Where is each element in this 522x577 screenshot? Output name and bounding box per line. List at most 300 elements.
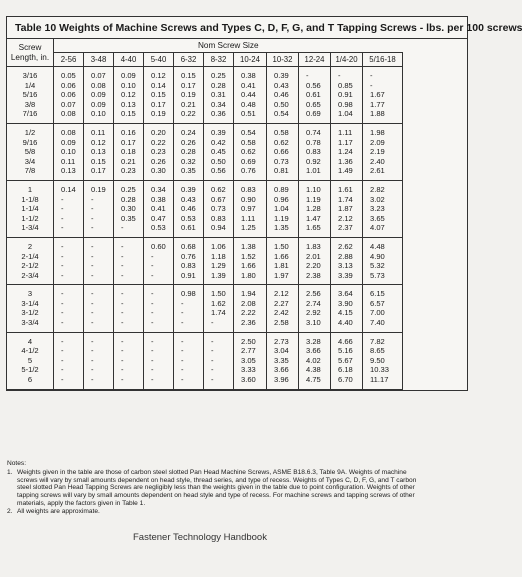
weight-value: - — [151, 355, 154, 365]
weight-value: 1.28 — [306, 204, 321, 214]
weight-value: 3.28 — [306, 336, 321, 346]
weight-value: - — [121, 308, 124, 318]
weight-value: 0.74 — [306, 127, 321, 137]
weight-value: 0.15 — [181, 71, 196, 80]
weight-cell — [363, 123, 403, 180]
size-header: 3-48 — [84, 53, 114, 67]
weight-value: 0.30 — [151, 166, 166, 176]
weight-value: 2.56 — [306, 289, 321, 299]
weight-value: 0.14 — [151, 80, 166, 90]
weight-value: 6.57 — [370, 298, 385, 308]
screw-length: 1-1/4 — [21, 204, 39, 214]
weight-value: 0.13 — [61, 166, 76, 176]
weight-cell — [363, 237, 403, 284]
weight-value: 2.62 — [338, 241, 353, 251]
weight-cell — [54, 332, 84, 389]
weight-value: 3.05 — [241, 355, 256, 365]
weight-value: - — [211, 375, 214, 385]
weight-value: 4.15 — [338, 308, 353, 318]
weight-value: 0.81 — [274, 166, 289, 176]
weight-cell — [204, 332, 234, 389]
weight-value: 0.19 — [91, 184, 106, 194]
screw-length-cell — [7, 123, 54, 180]
weight-value: - — [151, 318, 154, 328]
weight-value: 3.65 — [370, 213, 385, 223]
weight-value: 1.66 — [274, 251, 289, 261]
weight-value: 5.73 — [370, 270, 385, 280]
weight-value: 2.36 — [241, 318, 256, 328]
table-row — [7, 332, 403, 389]
weight-value: 0.34 — [211, 99, 226, 109]
weight-value: 1.17 — [338, 137, 353, 147]
weight-value: - — [121, 355, 124, 365]
weight-value: - — [121, 223, 124, 233]
weight-value: 1.06 — [211, 241, 226, 251]
weight-value: 1.50 — [274, 241, 289, 251]
weight-value: 0.92 — [306, 156, 321, 166]
weight-value: 0.60 — [151, 241, 166, 251]
note-number: 2. — [7, 507, 13, 515]
weight-value: 0.39 — [211, 127, 226, 137]
weight-value: - — [91, 375, 94, 385]
weight-value: - — [91, 261, 94, 271]
weight-value: - — [306, 71, 309, 80]
weight-value: - — [61, 194, 64, 204]
weight-value: - — [151, 308, 154, 318]
weight-cell — [204, 67, 234, 124]
weight-value: 3.90 — [338, 298, 353, 308]
weight-cell — [144, 332, 174, 389]
weight-value: 3.33 — [241, 365, 256, 375]
weight-value: 4.02 — [306, 355, 321, 365]
weight-value: 0.65 — [306, 99, 321, 109]
weight-value: 0.51 — [241, 109, 256, 119]
weight-cell — [54, 285, 84, 332]
weight-value: 0.05 — [61, 71, 76, 80]
weight-value: - — [181, 336, 184, 346]
weight-value: 3.10 — [306, 318, 321, 328]
weight-value: 1.77 — [370, 99, 385, 109]
weight-value: 0.35 — [121, 213, 136, 223]
weight-value: 0.61 — [181, 223, 196, 233]
weight-cell — [299, 123, 331, 180]
weight-value: 1.94 — [241, 289, 256, 299]
weight-value: 0.36 — [211, 109, 226, 119]
screw-length: 1/4 — [24, 80, 36, 90]
screw-length: 5/8 — [24, 147, 36, 157]
weight-value: 0.83 — [181, 261, 196, 271]
weight-value: 0.23 — [121, 166, 136, 176]
weight-value: 4.48 — [370, 241, 385, 251]
weight-value: 0.06 — [61, 80, 76, 90]
weight-value: 0.13 — [121, 99, 136, 109]
table-row — [7, 67, 403, 124]
weight-value: - — [151, 261, 154, 271]
weight-value: 0.06 — [61, 90, 76, 100]
weight-cell — [54, 67, 84, 124]
weight-value: 0.28 — [121, 194, 136, 204]
screw-length: 4 — [27, 336, 33, 346]
weight-value: 0.46 — [274, 90, 289, 100]
weight-value: 3.04 — [274, 346, 289, 356]
size-header-row — [7, 53, 403, 67]
weight-value: 2.12 — [338, 213, 353, 223]
weight-value: 0.38 — [151, 194, 166, 204]
screw-length: 1-3/4 — [21, 223, 39, 233]
screw-length-cell — [7, 332, 54, 389]
table-row — [7, 123, 403, 180]
weight-value: 2.50 — [241, 336, 256, 346]
weight-value: - — [91, 346, 94, 356]
size-header: 8-32 — [204, 53, 234, 67]
weight-value: 0.12 — [121, 90, 136, 100]
weight-value: 2.73 — [274, 336, 289, 346]
weight-value: - — [151, 336, 154, 346]
screw-length: 3/16 — [22, 71, 38, 80]
note-text: Weights given in the table are those of carbon steel slotted Pan Head Machine Screws, ASME B18.6.3, Table 9A. Weights of machine screws will vary by small amounts dependent on head style, thread series, and type of recess. Weights of Types C, D, F, G, and T carbon steel slotted Pan Head Tapping Screws are negligibly less than the weights given in the table due to point configuration. Weights of other tapping screws will vary by small amounts dependent on head style and type of recess. For machine screws and tapping screws of other materials, apply the factors given in Table 1. — [17, 468, 417, 507]
weight-value: 6.15 — [370, 289, 385, 299]
weight-cell — [174, 180, 204, 237]
weight-value: - — [91, 336, 94, 346]
weight-value: 2.38 — [306, 270, 321, 280]
weight-value: 0.17 — [181, 80, 196, 90]
weight-value: 0.41 — [151, 204, 166, 214]
weight-value: 0.58 — [241, 137, 256, 147]
weight-value: - — [61, 298, 64, 308]
weight-value: 0.25 — [211, 71, 226, 80]
weight-value: 10.33 — [370, 365, 390, 375]
weight-value: 0.66 — [274, 147, 289, 157]
weight-value: 0.16 — [121, 127, 136, 137]
weight-value: 0.26 — [181, 137, 196, 147]
weight-cell — [174, 285, 204, 332]
weight-value: 9.50 — [370, 355, 385, 365]
weight-value: - — [121, 289, 124, 299]
weight-value: - — [370, 71, 373, 80]
weight-value: 0.23 — [151, 147, 166, 157]
weight-value: 0.98 — [181, 289, 196, 299]
weight-value: 0.15 — [151, 90, 166, 100]
weight-value: 4.07 — [370, 223, 385, 233]
weight-value: - — [151, 375, 154, 385]
note-item — [7, 508, 427, 516]
weight-value: 0.39 — [181, 184, 196, 194]
weight-cell — [114, 285, 144, 332]
screw-length: 1-1/8 — [21, 194, 39, 204]
weight-value: 0.17 — [91, 166, 106, 176]
weight-value: 1.65 — [306, 223, 321, 233]
weight-cell — [84, 123, 114, 180]
weight-cell — [299, 237, 331, 284]
weight-value: - — [61, 318, 64, 328]
weight-value: 1.52 — [241, 251, 256, 261]
weight-value: 4.38 — [306, 365, 321, 375]
screw-length: 4-1/2 — [21, 346, 39, 356]
weight-value: 0.11 — [61, 156, 76, 166]
weight-value: 3.13 — [338, 261, 353, 271]
screw-length: 1 — [27, 184, 33, 194]
weight-cell — [54, 180, 84, 237]
weight-value: 3.66 — [274, 365, 289, 375]
weight-value: 2.58 — [274, 318, 289, 328]
weight-value: 0.56 — [211, 166, 226, 176]
weight-value: 1.35 — [274, 223, 289, 233]
size-header: 2-56 — [54, 53, 84, 67]
weight-value: 2.92 — [306, 308, 321, 318]
weight-value: 1.19 — [274, 213, 289, 223]
weight-value: - — [121, 346, 124, 356]
weight-value: 2.08 — [241, 298, 256, 308]
screw-length: 2-1/2 — [21, 261, 39, 271]
screw-length-cell — [7, 180, 54, 237]
weight-value: 1.38 — [241, 241, 256, 251]
weight-value: - — [151, 365, 154, 375]
weight-value: 0.28 — [211, 80, 226, 90]
weight-value: 0.09 — [91, 99, 106, 109]
weight-value: 1.18 — [211, 251, 226, 261]
weight-value: - — [61, 213, 64, 223]
weight-value: 1.19 — [306, 194, 321, 204]
weight-value: 1.66 — [241, 261, 256, 271]
weight-value: 0.53 — [181, 213, 196, 223]
weight-value: 1.39 — [211, 270, 226, 280]
weight-value: 3.66 — [306, 346, 321, 356]
weight-value: 0.28 — [181, 147, 196, 157]
weight-value: 3.02 — [370, 194, 385, 204]
weight-value: - — [61, 336, 64, 346]
weight-value: 0.24 — [181, 127, 196, 137]
weight-value: 0.08 — [91, 80, 106, 90]
weight-value: 0.31 — [211, 90, 226, 100]
weight-value: - — [91, 204, 94, 214]
weight-value: 0.12 — [151, 71, 166, 80]
weight-value: - — [91, 223, 94, 233]
weight-value: - — [181, 365, 184, 375]
weight-value: 4.40 — [338, 318, 353, 328]
weight-cell — [299, 285, 331, 332]
weight-value: 1.10 — [306, 184, 321, 194]
weight-value: - — [121, 365, 124, 375]
weight-value: - — [61, 251, 64, 261]
weight-value: 1.98 — [370, 127, 385, 137]
weight-value: 7.00 — [370, 308, 385, 318]
weight-value: 0.54 — [241, 127, 256, 137]
weight-value: 6.70 — [338, 375, 353, 385]
weights-table — [6, 16, 522, 391]
weight-value: - — [211, 318, 214, 328]
weight-value: - — [151, 251, 154, 261]
weight-value: 0.17 — [151, 99, 166, 109]
weight-value: 0.18 — [121, 147, 136, 157]
weight-value: - — [151, 346, 154, 356]
weight-value: - — [61, 346, 64, 356]
weight-value: - — [151, 298, 154, 308]
weight-value: - — [61, 365, 64, 375]
weight-value: 5.67 — [338, 355, 353, 365]
weight-cell — [331, 332, 363, 389]
weight-value: 0.35 — [181, 166, 196, 176]
size-header: 10-32 — [267, 53, 299, 67]
screw-length: 5/16 — [22, 90, 38, 100]
weight-value: - — [121, 270, 124, 280]
weight-value: 0.73 — [211, 204, 226, 214]
weight-value: - — [211, 365, 214, 375]
weight-value: 3.96 — [274, 375, 289, 385]
screw-length-header: Screw Length, in. — [7, 39, 54, 67]
weight-cell — [267, 285, 299, 332]
weight-value: - — [121, 298, 124, 308]
weight-value: 0.69 — [306, 109, 321, 119]
weight-value: 0.32 — [181, 156, 196, 166]
weight-value: 0.08 — [61, 127, 76, 137]
weight-value: 0.54 — [274, 109, 289, 119]
size-header: 5-40 — [144, 53, 174, 67]
screw-length: 5-1/2 — [21, 365, 39, 375]
screw-length-cell — [7, 237, 54, 284]
weight-value: 0.47 — [151, 213, 166, 223]
weight-value: 1.61 — [338, 184, 353, 194]
weight-cell — [299, 332, 331, 389]
weight-value: 0.21 — [121, 156, 136, 166]
size-header: 12-24 — [299, 53, 331, 67]
weight-value: - — [91, 289, 94, 299]
weight-cell — [84, 180, 114, 237]
weight-value: - — [91, 308, 94, 318]
weight-cell — [267, 332, 299, 389]
weight-value: 0.68 — [181, 241, 196, 251]
weight-cell — [267, 67, 299, 124]
weight-value: 1.80 — [241, 270, 256, 280]
size-header: 4-40 — [114, 53, 144, 67]
weight-value: 2.77 — [241, 346, 256, 356]
weight-cell — [267, 123, 299, 180]
weight-value: - — [61, 223, 64, 233]
weight-cell — [363, 285, 403, 332]
weight-value: 2.01 — [306, 251, 321, 261]
weight-value: 0.83 — [306, 147, 321, 157]
weight-value: 0.07 — [91, 71, 106, 80]
weight-value: - — [91, 270, 94, 280]
weight-value: 0.56 — [306, 80, 321, 90]
weight-cell — [144, 67, 174, 124]
weight-value: 1.25 — [241, 223, 256, 233]
weight-value: 1.04 — [274, 204, 289, 214]
screw-length: 1-1/2 — [21, 213, 39, 223]
weight-value: 0.48 — [241, 99, 256, 109]
weight-value: - — [91, 355, 94, 365]
weight-cell — [234, 67, 267, 124]
weight-value: 3.23 — [370, 204, 385, 214]
weight-value: 0.13 — [91, 147, 106, 157]
weight-cell — [234, 285, 267, 332]
weight-value: 0.96 — [274, 194, 289, 204]
weight-value: 2.09 — [370, 137, 385, 147]
weight-value: - — [181, 298, 184, 308]
weight-cell — [267, 180, 299, 237]
weight-value: - — [61, 261, 64, 271]
weight-value: 0.09 — [91, 90, 106, 100]
weight-cell — [84, 285, 114, 332]
weight-value: 2.82 — [370, 184, 385, 194]
weight-value: - — [181, 308, 184, 318]
weight-cell — [299, 67, 331, 124]
weight-value: 0.19 — [151, 109, 166, 119]
screw-length: 3-1/2 — [21, 308, 39, 318]
weight-cell — [144, 123, 174, 180]
weight-value: 1.87 — [338, 204, 353, 214]
weight-cell — [267, 237, 299, 284]
weight-value: 0.62 — [211, 184, 226, 194]
weight-value: 1.67 — [370, 90, 385, 100]
weight-value: - — [91, 213, 94, 223]
weight-value: 0.53 — [151, 223, 166, 233]
weight-cell — [84, 67, 114, 124]
screw-length: 7/16 — [22, 109, 38, 119]
weight-value: 2.19 — [370, 147, 385, 157]
screw-length: 2 — [27, 241, 33, 251]
weight-value: 0.22 — [151, 137, 166, 147]
weight-value: - — [91, 241, 94, 251]
table-row — [7, 237, 403, 284]
weight-cell — [84, 237, 114, 284]
weight-value: 1.01 — [306, 166, 321, 176]
weight-value: 0.89 — [274, 184, 289, 194]
size-header: 6-32 — [174, 53, 204, 67]
weight-value: - — [181, 346, 184, 356]
weight-value: - — [151, 270, 154, 280]
weight-value: 0.07 — [61, 99, 76, 109]
weight-value: 0.43 — [181, 194, 196, 204]
weight-value: 1.36 — [338, 156, 353, 166]
weight-value: 0.08 — [61, 109, 76, 119]
screw-length: 3 — [27, 289, 33, 299]
weight-cell — [84, 332, 114, 389]
weight-value: 2.20 — [306, 261, 321, 271]
weight-value: 2.37 — [338, 223, 353, 233]
weight-value: 11.17 — [370, 375, 389, 385]
weight-value: - — [121, 318, 124, 328]
weight-value: 0.19 — [181, 90, 196, 100]
weight-value: 7.40 — [370, 318, 385, 328]
weight-value: 0.22 — [181, 109, 196, 119]
weight-value: - — [151, 289, 154, 299]
weight-value: 4.66 — [338, 336, 353, 346]
weight-value: - — [91, 194, 94, 204]
weights-grid — [7, 39, 403, 390]
weight-value: 2.88 — [338, 251, 353, 261]
weight-value: 0.30 — [121, 204, 136, 214]
weight-cell — [174, 332, 204, 389]
weight-value: 1.74 — [338, 194, 353, 204]
weight-value: - — [181, 355, 184, 365]
weight-value: 0.94 — [211, 223, 226, 233]
weight-value: 2.61 — [370, 166, 385, 176]
weight-value: - — [211, 336, 214, 346]
weight-cell — [331, 237, 363, 284]
weight-value: 0.15 — [91, 156, 106, 166]
weight-value: - — [121, 261, 124, 271]
weight-value: 0.50 — [211, 156, 226, 166]
weight-value: 1.62 — [211, 298, 226, 308]
weight-value: 1.47 — [306, 213, 321, 223]
weight-value: 1.97 — [274, 270, 289, 280]
weight-cell — [299, 180, 331, 237]
screw-length: 2-3/4 — [21, 270, 39, 280]
weight-value: 0.83 — [241, 184, 256, 194]
weight-value: 0.85 — [338, 80, 353, 90]
weight-value: - — [61, 241, 64, 251]
nom-screw-size-header: Nom Screw Size — [54, 39, 403, 53]
